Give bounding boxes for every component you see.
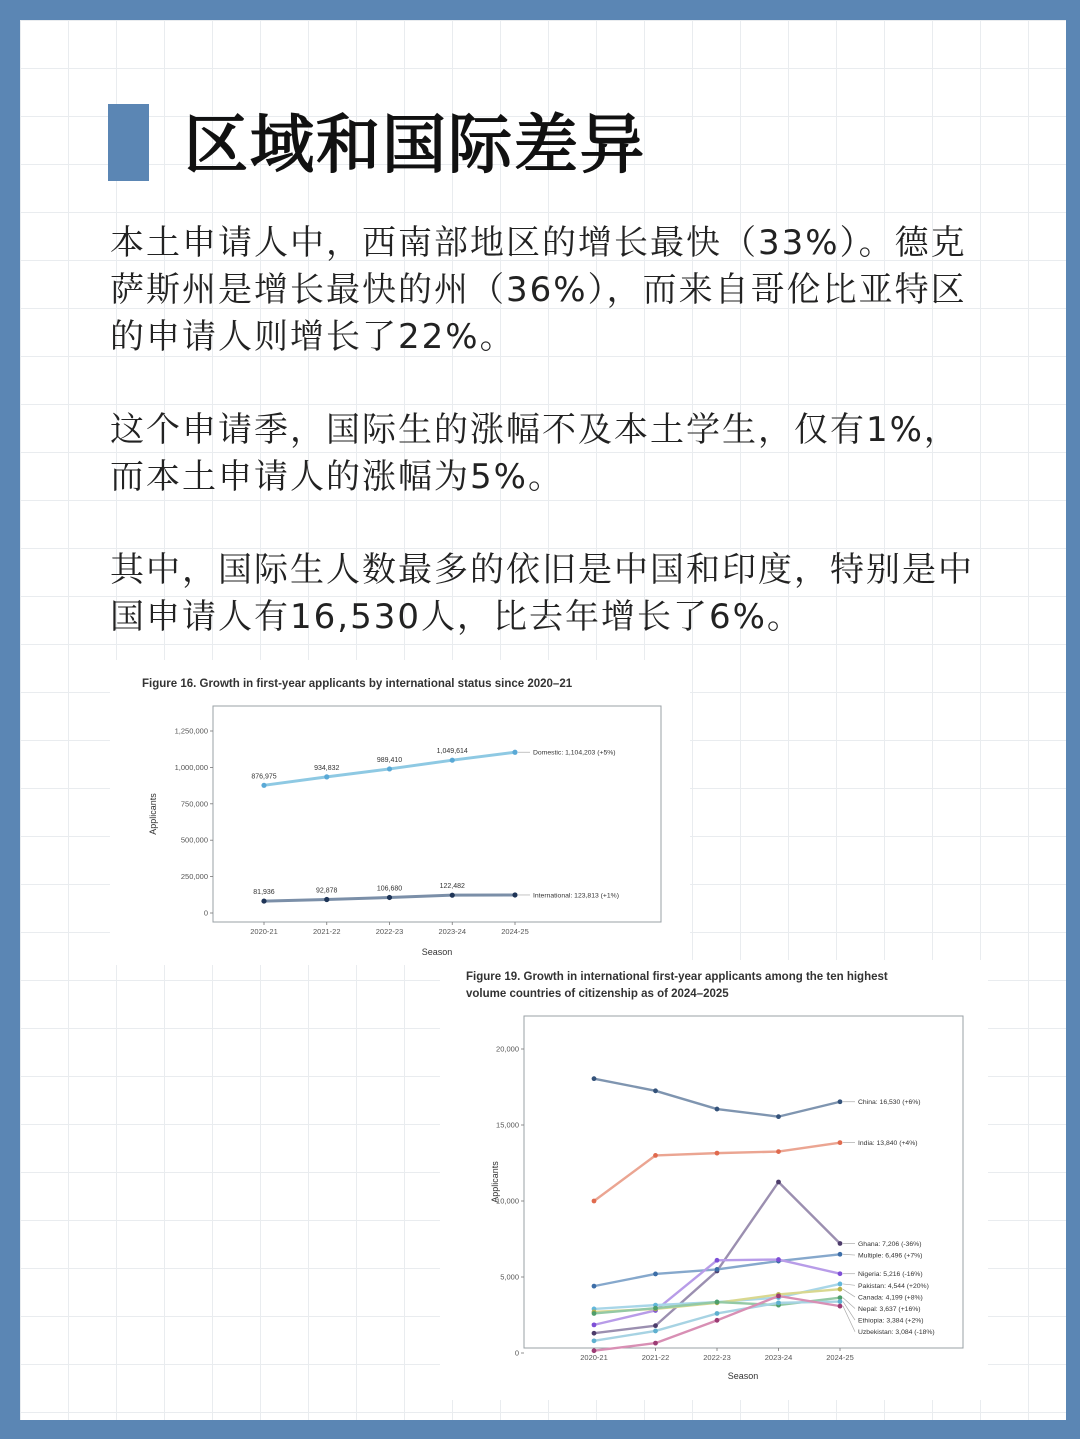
data-point-china <box>653 1088 658 1093</box>
data-point-domestic <box>261 783 266 788</box>
data-point-multiple <box>653 1272 658 1277</box>
data-point-ethiopia <box>653 1329 658 1334</box>
data-point-domestic <box>450 758 455 763</box>
data-label: 92,878 <box>316 887 338 895</box>
x-tick-label: 2022-23 <box>703 1353 731 1362</box>
data-point-nepal <box>653 1306 658 1311</box>
data-point-india <box>653 1153 658 1158</box>
data-point-ethiopia <box>838 1299 843 1304</box>
data-point-india <box>838 1140 843 1145</box>
data-point-china <box>776 1114 781 1119</box>
y-tick-label: 20,000 <box>496 1044 519 1054</box>
data-point-international <box>261 898 266 903</box>
x-tick-label: 2024-25 <box>826 1353 854 1362</box>
figure-16-chart <box>110 660 690 965</box>
data-point-multiple <box>715 1267 720 1272</box>
legend-label-domestic: Domestic: 1,104,203 (+5%) <box>533 749 616 757</box>
data-point-nigeria <box>776 1257 781 1262</box>
data-point-nepal <box>592 1311 597 1316</box>
data-point-ghana <box>776 1180 781 1185</box>
figure-19-panel <box>440 960 988 1400</box>
title-accent-bar <box>108 104 149 181</box>
data-point-nepal <box>715 1300 720 1305</box>
x-tick-label: 2023-24 <box>764 1353 793 1362</box>
data-point-india <box>715 1151 720 1156</box>
data-point-multiple <box>838 1252 843 1257</box>
x-tick-label: 2022-23 <box>375 927 404 936</box>
figure-16-title: Figure 16. Growth in first-year applicants by international status since 2020–21 <box>142 678 573 690</box>
legend-label-nepal: Nepal: 3,637 (+16%) <box>858 1306 921 1314</box>
data-point-ghana <box>653 1323 658 1328</box>
data-point-ghana <box>838 1241 843 1246</box>
data-point-international <box>387 895 392 900</box>
figure-16-panel <box>110 660 690 965</box>
data-label: 122,482 <box>439 883 465 891</box>
data-point-ethiopia <box>776 1300 781 1305</box>
legend-label-uzbekistan: Uzbekistan: 3,084 (-18%) <box>858 1329 935 1337</box>
data-point-uzbekistan <box>776 1294 781 1299</box>
data-point-domestic <box>324 774 329 779</box>
x-tick-label: 2021-22 <box>312 927 341 936</box>
data-point-ethiopia <box>715 1311 720 1316</box>
legend-label-india: India: 13,840 (+4%) <box>858 1140 918 1148</box>
data-label: 989,410 <box>376 756 403 764</box>
figure-19-title-line-1: Figure 19. Growth in international first-year applicants among the ten highest <box>466 971 888 983</box>
legend-label-china: China: 16,530 (+6%) <box>858 1099 921 1107</box>
figure-16-x-axis-label: Season <box>421 947 453 957</box>
x-tick-label: 2020-21 <box>580 1353 608 1362</box>
legend-label-canada: Canada: 4,199 (+8%) <box>858 1294 923 1302</box>
data-label: 106,680 <box>376 885 403 893</box>
figure-16-plot-area <box>213 706 661 922</box>
legend-label-multiple: Multiple: 6,496 (+7%) <box>858 1252 923 1260</box>
data-label: 81,936 <box>253 889 275 897</box>
data-point-nigeria <box>838 1271 843 1276</box>
paragraph-international-vs-domestic: 这个申请季，国际生的涨幅不及本土学生，仅有1%，而本土申请人的涨幅为5%。 <box>110 410 960 497</box>
y-tick-label: 0 <box>203 908 208 918</box>
y-tick-label: 500,000 <box>180 835 208 845</box>
x-tick-label: 2023-24 <box>438 927 467 936</box>
x-tick-label: 2024-25 <box>501 927 529 936</box>
data-point-uzbekistan <box>592 1348 597 1353</box>
x-tick-label: 2021-22 <box>641 1353 670 1362</box>
data-label: 876,975 <box>251 773 277 781</box>
data-label: 1,049,614 <box>436 748 468 756</box>
data-point-uzbekistan <box>715 1318 720 1323</box>
legend-label-nigeria: Nigeria: 5,216 (-16%) <box>858 1271 923 1279</box>
y-tick-label: 10,000 <box>496 1196 519 1206</box>
figure-19-x-axis-label: Season <box>727 1371 759 1381</box>
data-point-nigeria <box>715 1258 720 1263</box>
y-tick-label: 0 <box>514 1348 519 1358</box>
data-point-china <box>715 1107 720 1112</box>
content-card <box>20 20 1066 1420</box>
legend-label-pakistan: Pakistan: 4,544 (+20%) <box>858 1282 929 1290</box>
y-tick-label: 1,000,000 <box>174 762 208 772</box>
y-tick-label: 5,000 <box>500 1272 519 1282</box>
data-point-international <box>450 893 455 898</box>
data-point-uzbekistan <box>653 1341 658 1346</box>
data-point-canada <box>838 1287 843 1292</box>
data-point-ghana <box>592 1331 597 1336</box>
figure-16-y-axis-label: Applicants <box>148 793 158 835</box>
data-label: 934,832 <box>314 764 340 772</box>
data-point-china <box>838 1099 843 1104</box>
data-point-pakistan <box>838 1282 843 1287</box>
data-point-india <box>592 1199 597 1204</box>
data-point-uzbekistan <box>838 1304 843 1309</box>
data-point-nigeria <box>592 1322 597 1327</box>
figure-19-y-axis-label: Applicants <box>490 1161 500 1203</box>
data-point-india <box>776 1149 781 1154</box>
data-point-international <box>324 897 329 902</box>
data-point-domestic <box>387 766 392 771</box>
paragraph-top-countries: 其中，国际生人数最多的依旧是中国和印度，特别是中国申请人有16,530人，比去年增长了6%。 <box>110 550 974 637</box>
page-title: 区域和国际差异 <box>184 109 646 183</box>
legend-label-international: International: 123,813 (+1%) <box>533 892 619 900</box>
figure-19-title-line-2: volume countries of citizenship as of 2024–2025 <box>466 988 729 1000</box>
legend-label-ghana: Ghana: 7,206 (-36%) <box>858 1240 922 1248</box>
y-tick-label: 1,250,000 <box>174 726 208 736</box>
paragraph-domestic-growth: 本土申请人中，西南部地区的增长最快（33%）。德克萨斯州是增长最快的州（36%），而来自哥伦比亚特区的申请人则增长了22%。 <box>110 223 967 357</box>
y-tick-label: 750,000 <box>180 799 208 809</box>
y-tick-label: 15,000 <box>496 1120 519 1130</box>
data-point-multiple <box>592 1284 597 1289</box>
data-point-ethiopia <box>592 1338 597 1343</box>
data-point-international <box>512 892 517 897</box>
legend-label-ethiopia: Ethiopia: 3,384 (+2%) <box>858 1317 924 1325</box>
data-point-domestic <box>512 750 517 755</box>
figure-19-chart <box>440 960 988 1400</box>
data-point-china <box>592 1076 597 1081</box>
y-tick-label: 250,000 <box>180 872 208 882</box>
x-tick-label: 2020-21 <box>250 927 278 936</box>
